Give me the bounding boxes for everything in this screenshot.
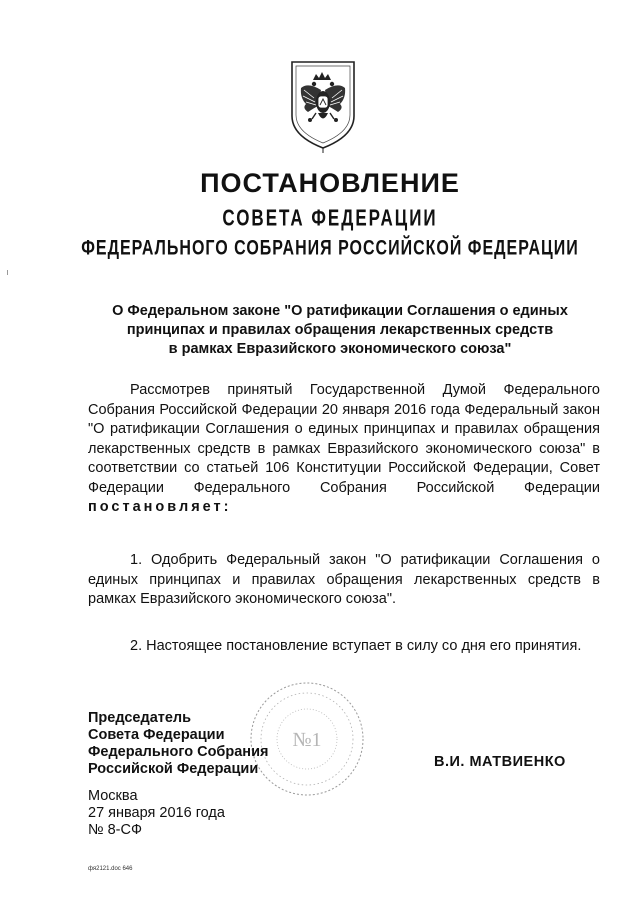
- signatory-line-1: Председатель: [88, 710, 192, 726]
- stamp-number: №1: [292, 729, 322, 751]
- document-subject: [70, 302, 610, 359]
- resolves-keyword: постановляет:: [88, 499, 232, 515]
- resolution-item-1: 1. Одобрить Федеральный закон "О ратификации Соглашения о единых принципах и правилах обращения лекарственных средств в рамках Евразийского экономического союза".: [88, 552, 600, 607]
- signatory-title: [88, 710, 348, 778]
- document-title: ПОСТАНОВЛЕНИЕ: [200, 168, 460, 198]
- signatory-name: В.И. МАТВИЕНКО: [434, 754, 566, 770]
- resolution-item-2: 2. Настоящее постановление вступает в силу со дня его принятия.: [130, 638, 582, 654]
- issue-city: Москва: [88, 788, 138, 804]
- subject-line-3: в рамках Евразийского экономического союза": [168, 341, 512, 357]
- signatory-line-4: Российской Федерации: [88, 761, 259, 777]
- preamble-text: Рассмотрев принятый Государственной Думой Федерального Собрания Российской Федерации 20 января 2016 года Федеральный закон "О ратификации Соглашения о единых принципах и правилах обращения лекарственных средств в рамках Евразийского экономического союза" в соответствии со статьей 106 Конституции Российской Федерации, Совет Федерации Федерального Собрания Российской Федерации: [88, 382, 600, 496]
- issuer-line-2: ФЕДЕРАЛЬНОГО СОБРАНИЯ РОССИЙСКОЙ ФЕДЕРАЦИИ: [81, 237, 579, 260]
- document-number: № 8-СФ: [88, 822, 142, 838]
- signatory-line-3: Федерального Собрания: [88, 744, 269, 760]
- issue-date: 27 января 2016 года: [88, 805, 225, 821]
- margin-mark: [7, 270, 8, 275]
- subject-line-2: принципах и правилах обращения лекарственных средств: [126, 322, 554, 338]
- subject-line-1: О Федеральном законе "О ратификации Соглашения о единых: [112, 303, 568, 319]
- issuer-line-1: СОВЕТА ФЕДЕРАЦИИ: [222, 205, 438, 231]
- signatory-line-2: Совета Федерации: [88, 727, 225, 743]
- preamble-paragraph: [88, 381, 600, 518]
- russian-coat-of-arms-icon: [288, 58, 358, 154]
- file-reference: фя2121.doc 646: [88, 866, 133, 872]
- document-footer: [88, 788, 338, 839]
